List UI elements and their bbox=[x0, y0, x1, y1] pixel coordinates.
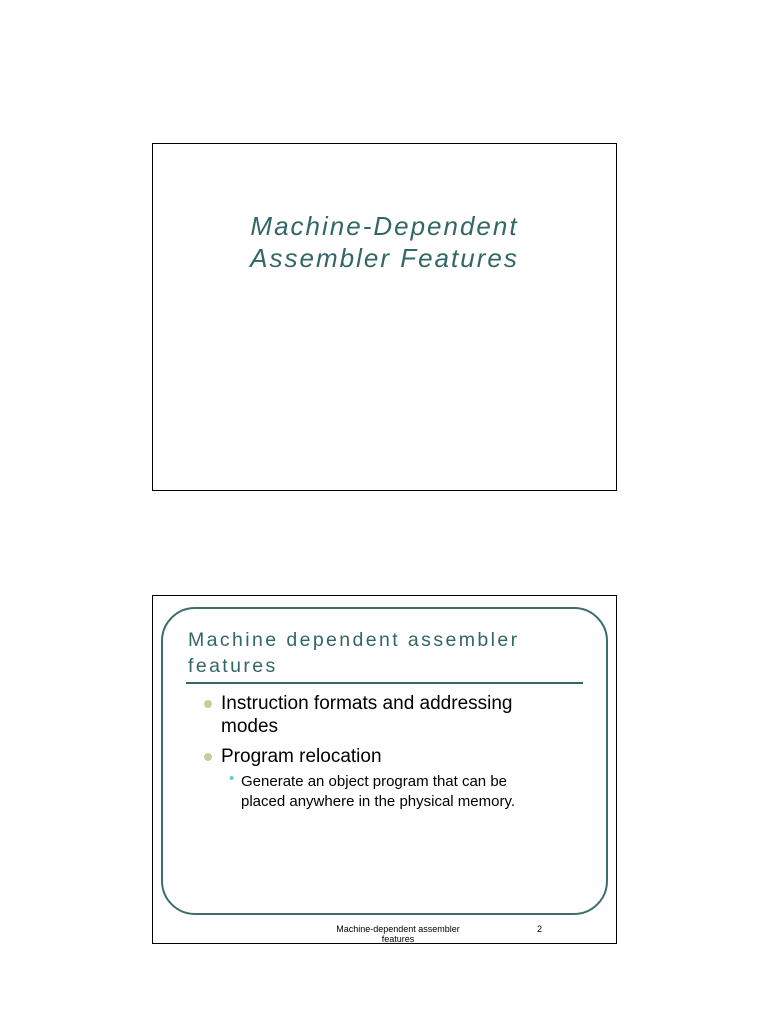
sub-bullet-item bbox=[201, 772, 581, 812]
bullet-list bbox=[201, 692, 581, 812]
slide-1 bbox=[152, 143, 617, 491]
bullet-item-instruction-formats bbox=[201, 692, 581, 738]
slide-2-title-line-2: features bbox=[188, 655, 278, 677]
slide-2 bbox=[152, 595, 617, 944]
bullet-text: Program relocation bbox=[221, 746, 382, 767]
title-underline bbox=[186, 682, 583, 684]
round-bullet-icon bbox=[204, 753, 212, 761]
round-bullet-icon bbox=[204, 700, 212, 708]
slide-1-title-line-2: Assembler Features bbox=[250, 243, 519, 273]
slide-1-title bbox=[153, 210, 616, 274]
bullet-item-program-relocation bbox=[201, 745, 581, 768]
small-round-bullet-icon: • bbox=[229, 770, 235, 787]
sub-bullet-text-line-2: placed anywhere in the physical memory. bbox=[241, 793, 516, 810]
slide-footer-text: Machine-dependent assembler features bbox=[336, 924, 460, 944]
bullet-text-line-1: Instruction formats and addressing bbox=[221, 693, 513, 714]
slide-2-title-line-1: Machine dependent assembler bbox=[188, 629, 520, 651]
bullet-text-line-2: modes bbox=[221, 716, 279, 737]
slide-2-title bbox=[188, 627, 588, 679]
sub-bullet-text-line-1: Generate an object program that can be bbox=[241, 773, 508, 790]
slide-1-title-line-1: Machine-Dependent bbox=[250, 211, 519, 241]
slide-page-number: 2 bbox=[537, 924, 543, 934]
